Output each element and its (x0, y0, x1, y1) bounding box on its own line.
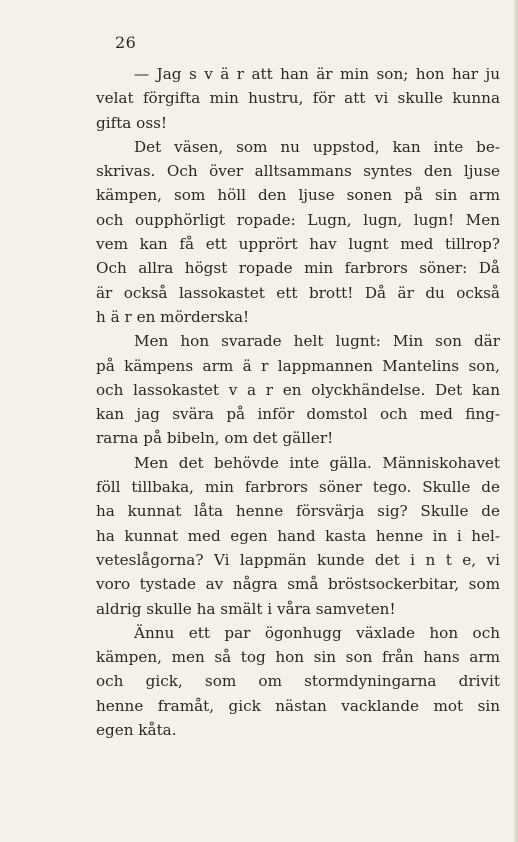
text-line: kämpen, men så tog hon sin son från hans arm (96, 648, 500, 667)
text-line: gifta oss! (96, 113, 168, 132)
page-number: 26 (115, 33, 137, 52)
text-line: aldrig skulle ha smält i våra samveten! (96, 599, 396, 618)
text-line: på kämpens arm ä r lappmannen Mantelins son, (96, 356, 500, 375)
text-line: och lassokastet v a r en olyckhändelse. Det kan (96, 380, 500, 399)
text-line: — Jag s v ä r att han är min son; hon har ju (134, 65, 500, 83)
body-text (96, 62, 500, 742)
text-line: Men hon svarade helt lugnt: Min son där (134, 332, 500, 351)
page-edge (514, 0, 518, 842)
text-line: Ännu ett par ögonhugg växlade hon och (134, 623, 500, 642)
text-line: föll tillbaka, min farbrors söner tego. Skulle de (96, 478, 500, 497)
text-line: Och allra högst ropade min farbrors söner: Då (96, 259, 500, 278)
text-line: egen kåta. (96, 721, 177, 740)
text-line: skrivas. Och över alltsammans syntes den ljuse (96, 162, 500, 181)
text-line: och gick, som om stormdyningarna drivit (96, 672, 500, 691)
text-line: Det väsen, som nu uppstod, kan inte be- (134, 137, 500, 156)
text-line: kämpen, som höll den ljuse sonen på sin arm (96, 186, 500, 205)
text-line: och oupphörligt ropade: Lugn, lugn, lugn! Men (96, 210, 500, 229)
text-line: veteslågorna? Vi lappmän kunde det i n t e, vi (96, 550, 500, 569)
text-line: henne framåt, gick nästan vacklande mot sin (96, 696, 500, 715)
text-line: kan jag svära på inför domstol och med fing- (96, 405, 500, 424)
text-line: ha kunnat med egen hand kasta henne in i hel- (96, 526, 500, 545)
text-line: är också lassokastet ett brott! Då är du också (96, 283, 500, 302)
text-line: vem kan få ett upprört hav lugnt med tillrop? (96, 235, 500, 254)
text-line: ha kunnat låta henne försvärja sig? Skulle de (96, 502, 500, 521)
text-line: rarna på bibeln, om det gäller! (96, 429, 334, 448)
text-line: velat förgifta min hustru, för att vi skulle kunna (96, 89, 500, 108)
text-line: voro tystade av några små bröstsockerbitar, som (96, 575, 500, 594)
text-line: h ä r en mörderska! (96, 307, 250, 326)
text-line: Men det behövde inte gälla. Människohavet (134, 453, 500, 472)
